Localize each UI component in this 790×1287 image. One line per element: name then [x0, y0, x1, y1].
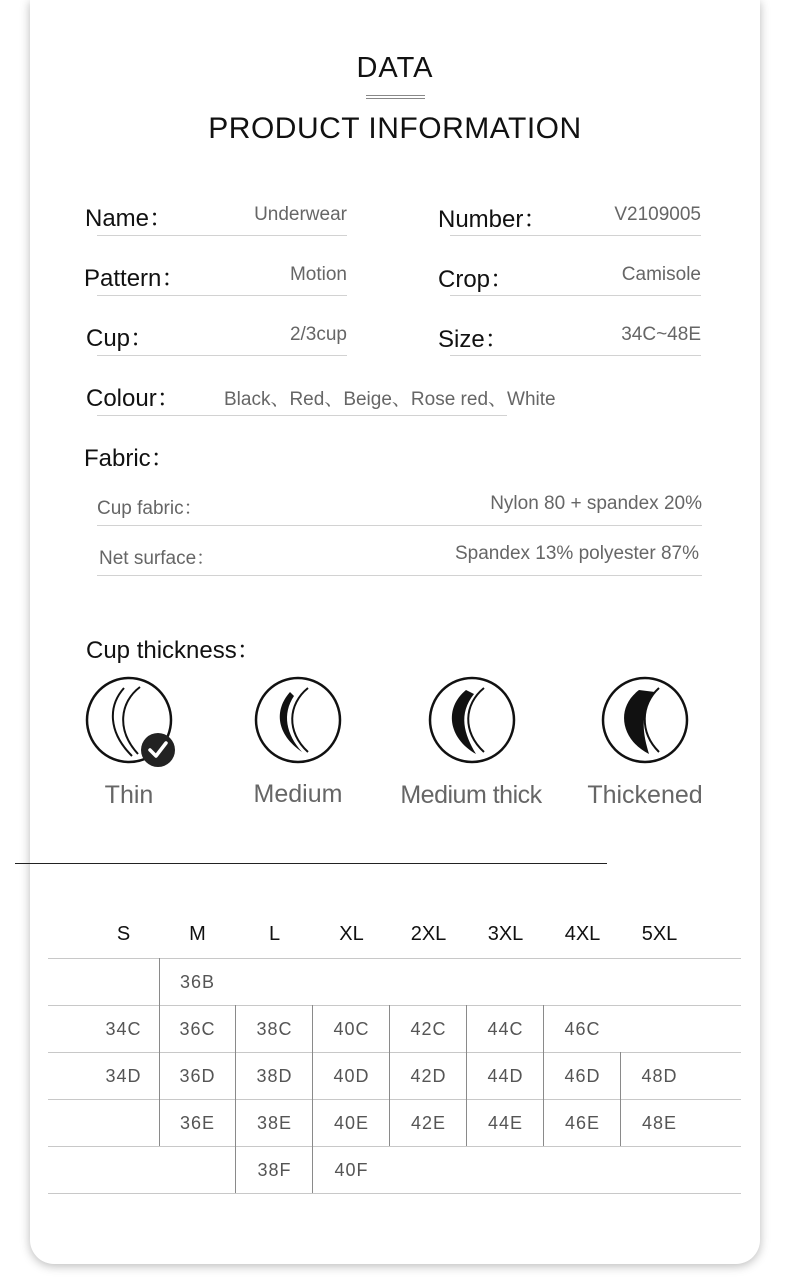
size-cell: 46C: [564, 1019, 601, 1039]
table-row-line: [48, 1193, 741, 1194]
fabric-label: Fabric：: [84, 445, 175, 472]
size-value: 34C~48E: [621, 324, 701, 345]
net-surface-value: Spandex 13% polyester 87%: [455, 543, 699, 564]
data-title: DATA: [356, 52, 434, 84]
medium-cup-icon[interactable]: [252, 674, 344, 766]
cup-label: Cup：: [86, 325, 155, 352]
net-surface-underline: [97, 575, 702, 576]
size-cell: 44C: [487, 1019, 524, 1039]
number-value: V2109005: [614, 204, 701, 225]
name-underline: [97, 235, 347, 236]
cup-underline: [97, 355, 347, 356]
crop-underline: [450, 295, 701, 296]
size-cell: 38E: [256, 1113, 293, 1133]
size-cell: 42D: [410, 1066, 447, 1086]
cup-fabric-value: Nylon 80 + spandex 20%: [490, 493, 702, 514]
size-cell: 38F: [257, 1160, 292, 1180]
size-cell: 36D: [179, 1066, 216, 1086]
size-header: 2XL: [410, 923, 447, 945]
pattern-label: Pattern：: [84, 265, 186, 292]
size-header: XL: [339, 923, 364, 945]
size-cell: 38C: [256, 1019, 293, 1039]
colour-underline: [97, 415, 507, 416]
title-underline: [366, 95, 425, 99]
table-row-line: [48, 1146, 741, 1147]
size-cell: 40D: [333, 1066, 370, 1086]
size-cell: 36E: [179, 1113, 216, 1133]
medium-thick-option[interactable]: Medium thick: [400, 781, 542, 809]
size-underline: [450, 355, 701, 356]
size-cell: 40E: [333, 1113, 370, 1133]
product-information-title: PRODUCT INFORMATION: [208, 112, 582, 145]
size-cell: 48D: [641, 1066, 678, 1086]
cup-thickness-label: Cup thickness：: [86, 637, 261, 664]
crop-value: Camisole: [621, 264, 701, 285]
net-surface-label: Net surface：: [99, 548, 216, 569]
size-cell: 34C: [105, 1019, 142, 1039]
cup-fabric-label: Cup fabric：: [97, 498, 203, 519]
size-cell: 42E: [410, 1113, 447, 1133]
cup-value: 2/3cup: [289, 324, 347, 345]
table-row-line: [48, 1005, 741, 1006]
thickened-cup-icon[interactable]: [599, 674, 691, 766]
size-cell: 40F: [334, 1160, 369, 1180]
size-cell: 44E: [487, 1113, 524, 1133]
size-cell: 36C: [179, 1019, 216, 1039]
table-row-line: [48, 1052, 741, 1053]
size-cell: 34D: [105, 1066, 142, 1086]
table-row-line: [48, 958, 741, 959]
size-cell: 42C: [410, 1019, 447, 1039]
number-underline: [450, 235, 701, 236]
medium-thick-cup-icon[interactable]: [426, 674, 518, 766]
section-divider: [15, 863, 607, 864]
thin-cup-icon[interactable]: [84, 674, 180, 770]
cup-fabric-underline: [97, 525, 702, 526]
number-label: Number：: [438, 206, 548, 233]
thin-option[interactable]: Thin: [104, 781, 154, 809]
size-cell: 46E: [564, 1113, 601, 1133]
size-label: Size：: [438, 326, 509, 353]
medium-option[interactable]: Medium: [253, 780, 343, 808]
size-cell: 38D: [256, 1066, 293, 1086]
size-cell: 46D: [564, 1066, 601, 1086]
name-value: Underwear: [254, 204, 347, 225]
size-cell: 40C: [333, 1019, 370, 1039]
size-cell: 44D: [487, 1066, 524, 1086]
size-header: S: [116, 923, 131, 945]
size-header: L: [268, 923, 281, 945]
size-cell: 36B: [179, 972, 216, 992]
thickened-option[interactable]: Thickened: [587, 781, 703, 809]
size-header: 5XL: [641, 923, 678, 945]
size-header: 3XL: [487, 923, 524, 945]
colour-value: Black、Red、Beige、Rose red、White: [224, 389, 556, 410]
crop-label: Crop：: [438, 266, 515, 293]
table-row-line: [48, 1099, 741, 1100]
name-label: Name：: [85, 205, 174, 232]
colour-label: Colour：: [86, 385, 181, 412]
size-header: 4XL: [564, 923, 601, 945]
size-cell: 48E: [641, 1113, 678, 1133]
pattern-value: Motion: [289, 264, 347, 285]
pattern-underline: [97, 295, 347, 296]
size-header: M: [189, 923, 206, 945]
